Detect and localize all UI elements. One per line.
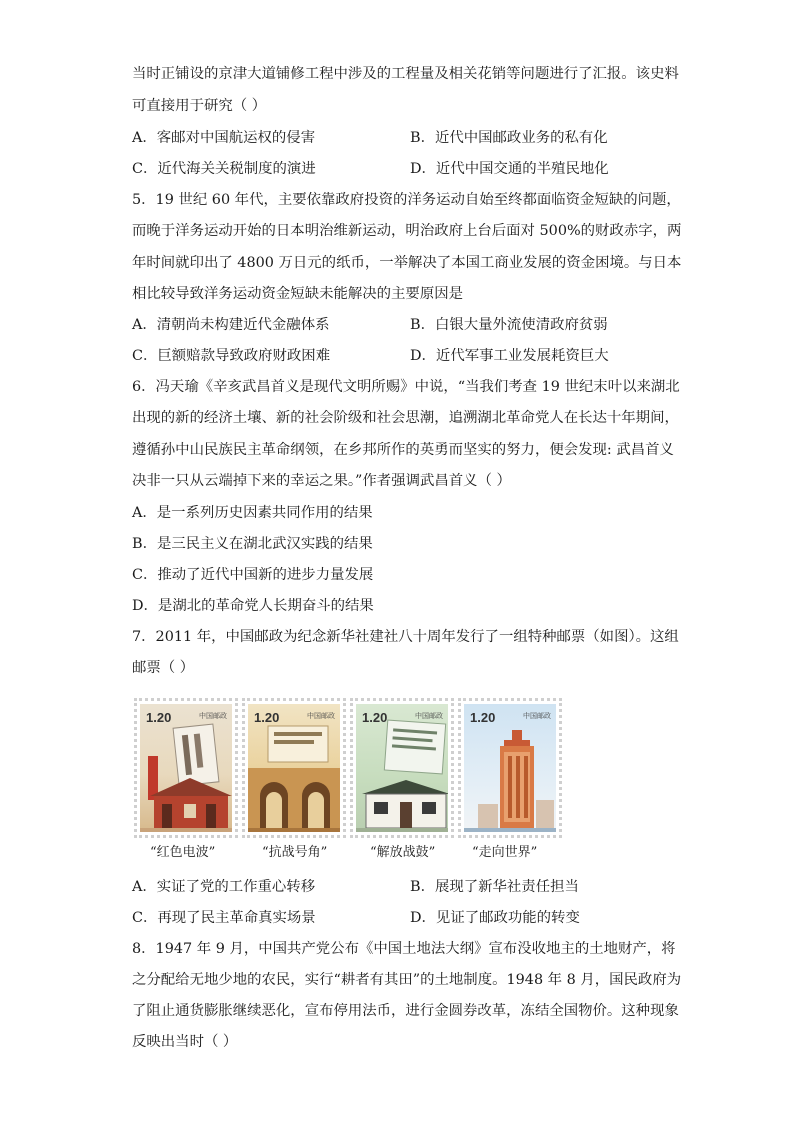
q6-option-a[interactable]: A．是一系列历史因素共同作用的结果 xyxy=(132,505,373,521)
q4-stem-line-1: 当时正铺设的京津大道铺修工程中涉及的工程量及相关花销等问题进行了汇报。该史料 xyxy=(132,66,679,82)
q5-option-d[interactable]: D．近代军事工业发展耗资巨大 xyxy=(410,348,609,364)
stamp-3-post-label: 中国邮政 xyxy=(415,712,443,720)
q5-option-a[interactable]: A．清朝尚未构建近代金融体系 xyxy=(132,317,330,333)
stamp-toward-world xyxy=(458,698,562,838)
q6-option-b[interactable]: B．是三民主义在湖北武汉实践的结果 xyxy=(132,536,373,552)
q5-stem-line-3: 年时间就印出了 4800 万日元的纸币，一举解决了本国工商业发展的资金困境。与日本 xyxy=(132,255,682,271)
q5-option-b[interactable]: B．白银大量外流使清政府贫弱 xyxy=(410,317,608,333)
stamp-2-denomination: 1.20 xyxy=(254,710,280,725)
q6-option-c[interactable]: C．推动了近代中国新的进步力量发展 xyxy=(132,567,374,583)
q7-option-d[interactable]: D．见证了邮政功能的转变 xyxy=(410,910,580,926)
q8-stem-line-1: 8．1947 年 9 月，中国共产党公布《中国土地法大纲》宣布没收地主的土地财产，将 xyxy=(132,941,676,957)
q6-option-d[interactable]: D．是湖北的革命党人长期奋斗的结果 xyxy=(132,598,374,614)
q7-option-a[interactable]: A．实证了党的工作重心转移 xyxy=(132,879,316,895)
q4-stem-line-2: 可直接用于研究（ ） xyxy=(132,98,267,114)
stamp-4-denomination: 1.20 xyxy=(470,710,496,725)
q7-stem-line-2: 邮票（ ） xyxy=(132,660,195,676)
q8-stem-line-4: 反映出当时（ ） xyxy=(132,1034,238,1050)
q6-stem-line-3: 遵循孙中山民族民主革命纲领，在乡邦所作的英勇而坚实的努力，便会发现: 武昌首义 xyxy=(132,442,674,458)
stamp-2-caption: “抗战号角” xyxy=(262,845,328,860)
stamp-1-caption: “红色电波” xyxy=(150,845,216,860)
stamp-3-denomination: 1.20 xyxy=(362,710,388,725)
q5-stem-line-2: 而晚于洋务运动开始的日本明治维新运动，明治政府上台后面对 500%的财政赤字，两 xyxy=(132,223,682,239)
stamp-1-denomination: 1.20 xyxy=(146,710,172,725)
stamp-4-post-label: 中国邮政 xyxy=(523,712,551,720)
q6-stem-line-4: 决非一只从云端掉下来的幸运之果。”作者强调武昌首义（ ） xyxy=(132,473,511,489)
q6-stem-line-2: 出现的新的经济土壤、新的社会阶级和社会思潮，追溯湖北革命党人在长达十年期间， xyxy=(132,410,679,426)
stamp-war-bugle xyxy=(242,698,346,838)
q5-stem-line-1: 5．19 世纪 60 年代，主要依靠政府投资的洋务运动自始至终都面临资金短缺的问题， xyxy=(132,192,681,208)
stamp-3-caption: “解放战鼓” xyxy=(370,845,436,860)
q7-option-b[interactable]: B．展现了新华社责任担当 xyxy=(410,879,579,895)
stamp-set-figure xyxy=(134,698,562,844)
q5-option-c[interactable]: C．巨额赔款导致政府财政困难 xyxy=(132,348,331,364)
q5-stem-line-4: 相比较导致洋务运动资金短缺未能解决的主要原因是 xyxy=(132,286,463,302)
stamp-4-caption: “走向世界” xyxy=(472,845,538,860)
q4-option-a[interactable]: A．客邮对中国航运权的侵害 xyxy=(132,130,316,146)
stamp-2-post-label: 中国邮政 xyxy=(307,712,335,720)
q4-option-c[interactable]: C．近代海关关税制度的演进 xyxy=(132,161,316,177)
q7-stem-line-1: 7．2011 年，中国邮政为纪念新华社建社八十周年发行了一组特种邮票（如图）。这组 xyxy=(132,629,679,645)
q8-stem-line-3: 了阻止通货膨胀继续恶化，宣布停用法币，进行金圆券改革，冻结全国物价。这种现象 xyxy=(132,1003,679,1019)
q6-stem-line-1: 6．冯天瑜《辛亥武昌首义是现代文明所赐》中说，“当我们考查 19 世纪末叶以来湖北 xyxy=(132,379,680,395)
stamp-liberation-drum xyxy=(350,698,454,838)
q4-option-d[interactable]: D．近代中国交通的半殖民地化 xyxy=(410,161,609,177)
q4-option-b[interactable]: B．近代中国邮政业务的私有化 xyxy=(410,130,608,146)
q7-option-c[interactable]: C．再现了民主革命真实场景 xyxy=(132,910,316,926)
stamp-red-radio-wave xyxy=(134,698,238,838)
q8-stem-line-2: 之分配给无地少地的农民，实行“耕者有其田”的土地制度。1948 年 8 月，国民政府为 xyxy=(132,972,682,988)
stamp-1-post-label: 中国邮政 xyxy=(199,712,227,720)
